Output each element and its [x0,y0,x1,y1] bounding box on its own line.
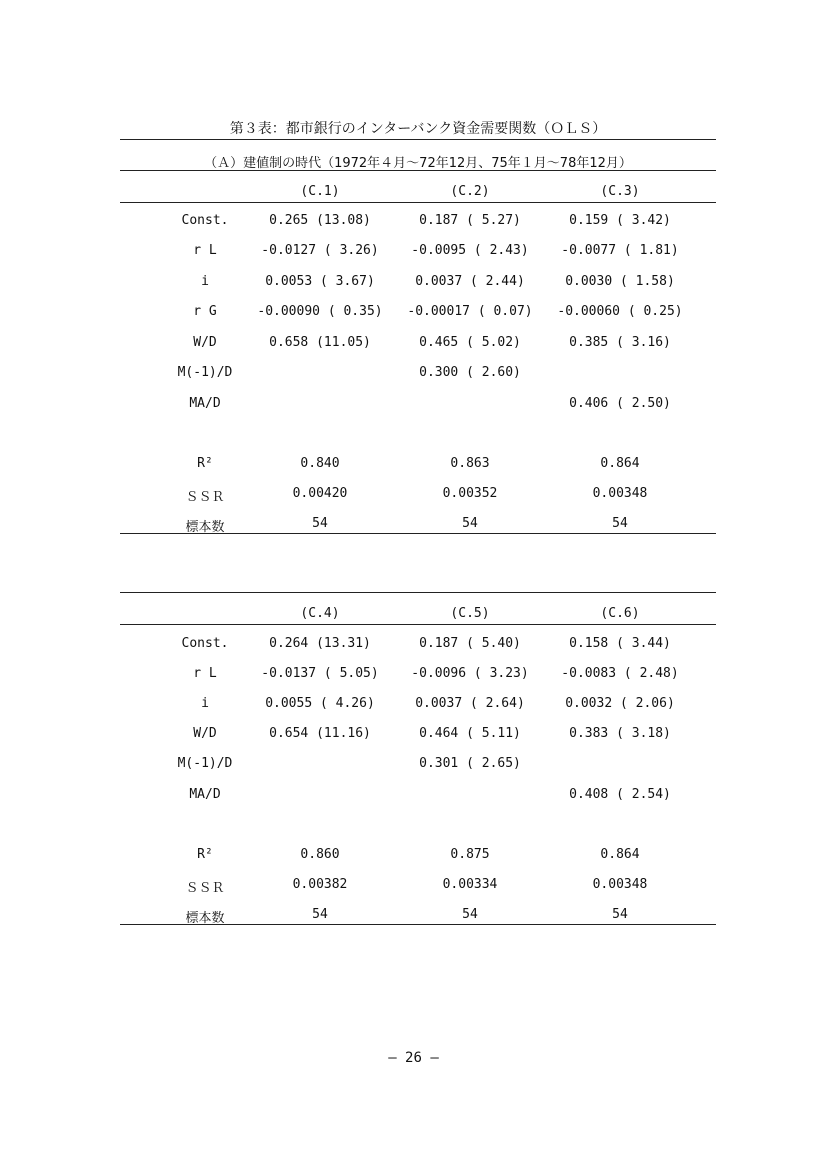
table-cell: 0.00348 [592,486,648,501]
table-cell: 0.875 [450,847,490,862]
row-label: R² [197,456,213,471]
table-cell: 54 [462,907,478,922]
table-title: 第３表：都市銀行のインターバンク資金需要関数（ＯＬＳ） [229,121,607,137]
row-label: r L [193,666,217,681]
row-label: r G [193,304,217,319]
table-cell: 0.301 ( 2.65) [419,756,521,771]
row-label: M(-1)/D [177,365,233,380]
row-label: ＳＳＲ [185,881,225,896]
row-label: 標本数 [185,911,225,926]
table-cell: 0.158 ( 3.44) [569,636,671,651]
column-header: (C.1) [300,184,340,199]
column-header: (C.6) [600,606,640,621]
stats-row [120,907,716,929]
table-row [120,396,716,418]
table-cell: 54 [312,516,328,531]
panel-2-bottom-rule [120,924,716,925]
table-cell: 54 [612,516,628,531]
row-label: R² [197,847,213,862]
table-cell: 0.464 ( 5.11) [419,726,521,741]
table-cell: 0.00352 [442,486,498,501]
table-cell: 0.0037 ( 2.44) [415,274,525,289]
table-cell: -0.00017 ( 0.07) [407,304,533,319]
row-label: W/D [193,726,217,741]
table-cell: 0.0055 ( 4.26) [265,696,375,711]
column-header: (C.2) [450,184,490,199]
table-row [120,696,716,718]
panel-2-header-rule [120,624,716,625]
table-row [120,335,716,357]
panel-2-top-rule [120,592,716,593]
table-subtitle: （Ａ）建値制の時代（1972年４月～72年12月、75年１月～78年12月） [204,156,632,171]
row-label: MA/D [189,396,221,411]
table-cell: 54 [312,907,328,922]
table-cell: 0.840 [300,456,340,471]
row-label: Const. [181,213,229,228]
table-row [120,304,716,326]
table-cell: 0.654 (11.16) [269,726,371,741]
table-cell: 54 [612,907,628,922]
table-row [120,213,716,235]
table-cell: 0.0053 ( 3.67) [265,274,375,289]
table-row [120,243,716,265]
table-cell: 0.383 ( 3.18) [569,726,671,741]
subtitle-underline [120,170,716,171]
table-row [120,756,716,778]
row-label: M(-1)/D [177,756,233,771]
table-cell: 0.187 ( 5.27) [419,213,521,228]
table-cell: 0.406 ( 2.50) [569,396,671,411]
table-cell: 0.00348 [592,877,648,892]
table-row [120,666,716,688]
column-header: (C.4) [300,606,340,621]
table-cell: 0.300 ( 2.60) [419,365,521,380]
row-label: Const. [181,636,229,651]
table-row [120,787,716,809]
row-label: W/D [193,335,217,350]
title-underline [120,139,716,140]
column-header: (C.3) [600,184,640,199]
row-label: r L [193,243,217,258]
page-number: ― 26 ― [388,1050,439,1066]
panel-1-header-rule [120,202,716,203]
column-header: (C.5) [450,606,490,621]
table-cell: 0.00334 [442,877,498,892]
table-row [120,726,716,748]
row-label: i [201,696,209,711]
table-cell: -0.00060 ( 0.25) [557,304,683,319]
table-cell: 0.0037 ( 2.64) [415,696,525,711]
table-cell: 0.264 (13.31) [269,636,371,651]
table-cell: 0.864 [600,847,640,862]
table-cell: 0.408 ( 2.54) [569,787,671,802]
table-cell: -0.0083 ( 2.48) [561,666,679,681]
row-label: i [201,274,209,289]
table-cell: 0.864 [600,456,640,471]
table-cell: 0.465 ( 5.02) [419,335,521,350]
stats-row [120,456,716,478]
table-cell: -0.0077 ( 1.81) [561,243,679,258]
table-cell: -0.0096 ( 3.23) [411,666,529,681]
table-row [120,365,716,387]
panel-1-bottom-rule [120,533,716,534]
table-cell: -0.0137 ( 5.05) [261,666,379,681]
table-cell: -0.0127 ( 3.26) [261,243,379,258]
table-cell: -0.0095 ( 2.43) [411,243,529,258]
row-label: ＳＳＲ [185,490,225,505]
table-cell: 0.159 ( 3.42) [569,213,671,228]
table-cell: 54 [462,516,478,531]
table-row [120,636,716,658]
table-cell: 0.658 (11.05) [269,335,371,350]
table-cell: -0.00090 ( 0.35) [257,304,383,319]
table-row [120,274,716,296]
table-cell: 0.187 ( 5.40) [419,636,521,651]
table-cell: 0.0030 ( 1.58) [565,274,675,289]
table-cell: 0.860 [300,847,340,862]
table-cell: 0.00382 [292,877,348,892]
stats-row [120,486,716,508]
table-cell: 0.0032 ( 2.06) [565,696,675,711]
table-cell: 0.863 [450,456,490,471]
table-cell: 0.385 ( 3.16) [569,335,671,350]
row-label: 標本数 [185,520,225,535]
stats-row [120,877,716,899]
stats-row [120,847,716,869]
stats-row [120,516,716,538]
table-cell: 0.00420 [292,486,348,501]
row-label: MA/D [189,787,221,802]
table-cell: 0.265 (13.08) [269,213,371,228]
